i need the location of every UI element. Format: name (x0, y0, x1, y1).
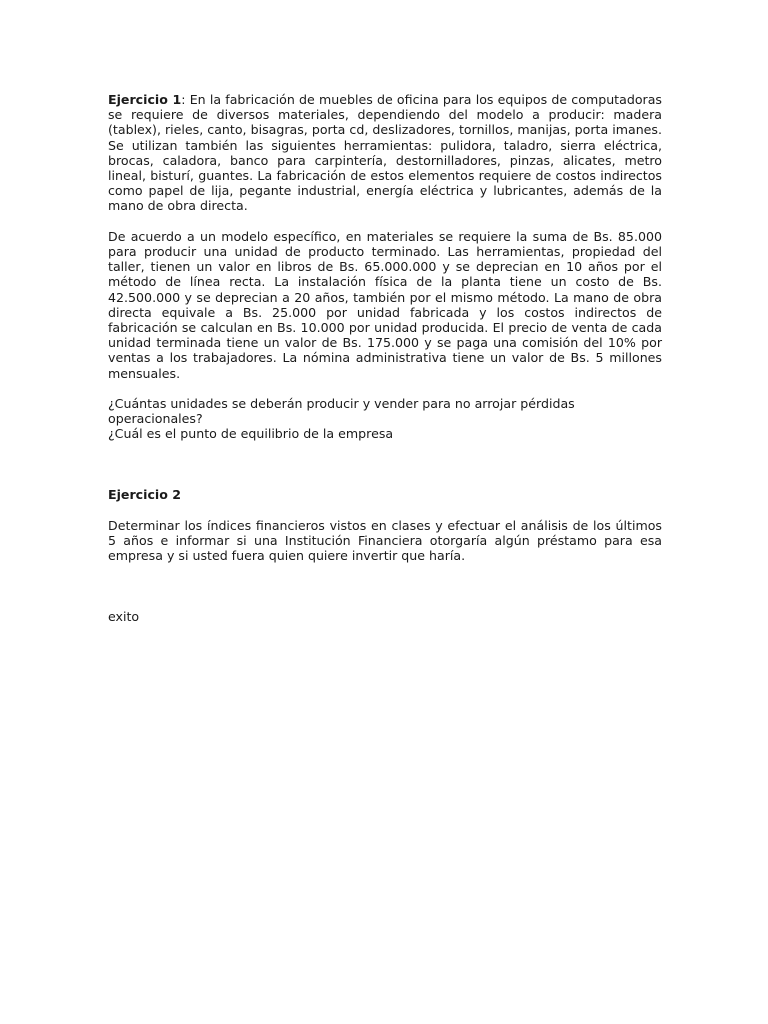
spacer (108, 442, 662, 488)
spacer (108, 381, 662, 396)
ejercicio-1-question-2: ¿Cuál es el punto de equilibrio de la empresa (108, 426, 394, 442)
closing-text: exito (108, 608, 140, 624)
ejercicio-1-heading: Ejercicio 1 (108, 92, 182, 107)
spacer (108, 563, 662, 609)
ejercicio-1-intro-text: : En la fabricación de muebles de oficina para los equipos de computadoras se requiere de diversos materiales, dependiendo del modelo a producir: madera (tablex), rieles, canto, bisagras, porta cd, deslizadores, tornillos, manijas, porta imanes. Se utilizan también las siguientes herramientas: pulidora, taladro, sierra eléctrica, brocas, caladora, banco para carpintería, destornilladores, pinzas, alicates, metro lineal, bisturí, guantes. La fabricación de estos elementos requiere de costos indirectos como papel de lija, pegante industrial, energía eléctrica y lubricantes, además de la mano de obra directa. (108, 92, 662, 214)
ejercicio-1-question-1: ¿Cuántas unidades se deberán producir y vender para no arrojar pérdidas operacionales? (108, 396, 575, 427)
spacer (108, 214, 662, 229)
spacer (108, 502, 662, 517)
ejercicio-2-heading: Ejercicio 2 (108, 487, 182, 503)
document-body (108, 92, 662, 624)
ejercicio-2-paragraph: Determinar los índices financieros vistos en clases y efectuar el análisis de los últimos 5 años e informar si una Institución Financiera otorgaría algún préstamo para esa empresa y si usted fuera quien quiere invertir que haría. (108, 517, 662, 564)
ejercicio-1-paragraph (108, 92, 662, 214)
ejercicio-1-data-paragraph: De acuerdo a un modelo específico, en materiales se requiere la suma de Bs. 85.000 para producir una unidad de producto terminado. Las herramientas, propiedad del taller, tienen un valor en libros de Bs. 65.000.000 y se deprecian en 10 años por el método de línea recta. La instalación física de la planta tiene un costo de Bs. 42.500.000 y se deprecian a 20 años, también por el mismo método. La mano de obra directa equivale a Bs. 25.000 por unidad fabricada y los costos indirectos de fabricación se calculan en Bs. 10.000 por unidad producida. El precio de venta de cada unidad terminada tiene un valor de Bs. 175.000 y se paga una comisión del 10% por ventas a los trabajadores. La nómina administrativa tiene un valor de Bs. 5 millones mensuales. (108, 228, 662, 381)
